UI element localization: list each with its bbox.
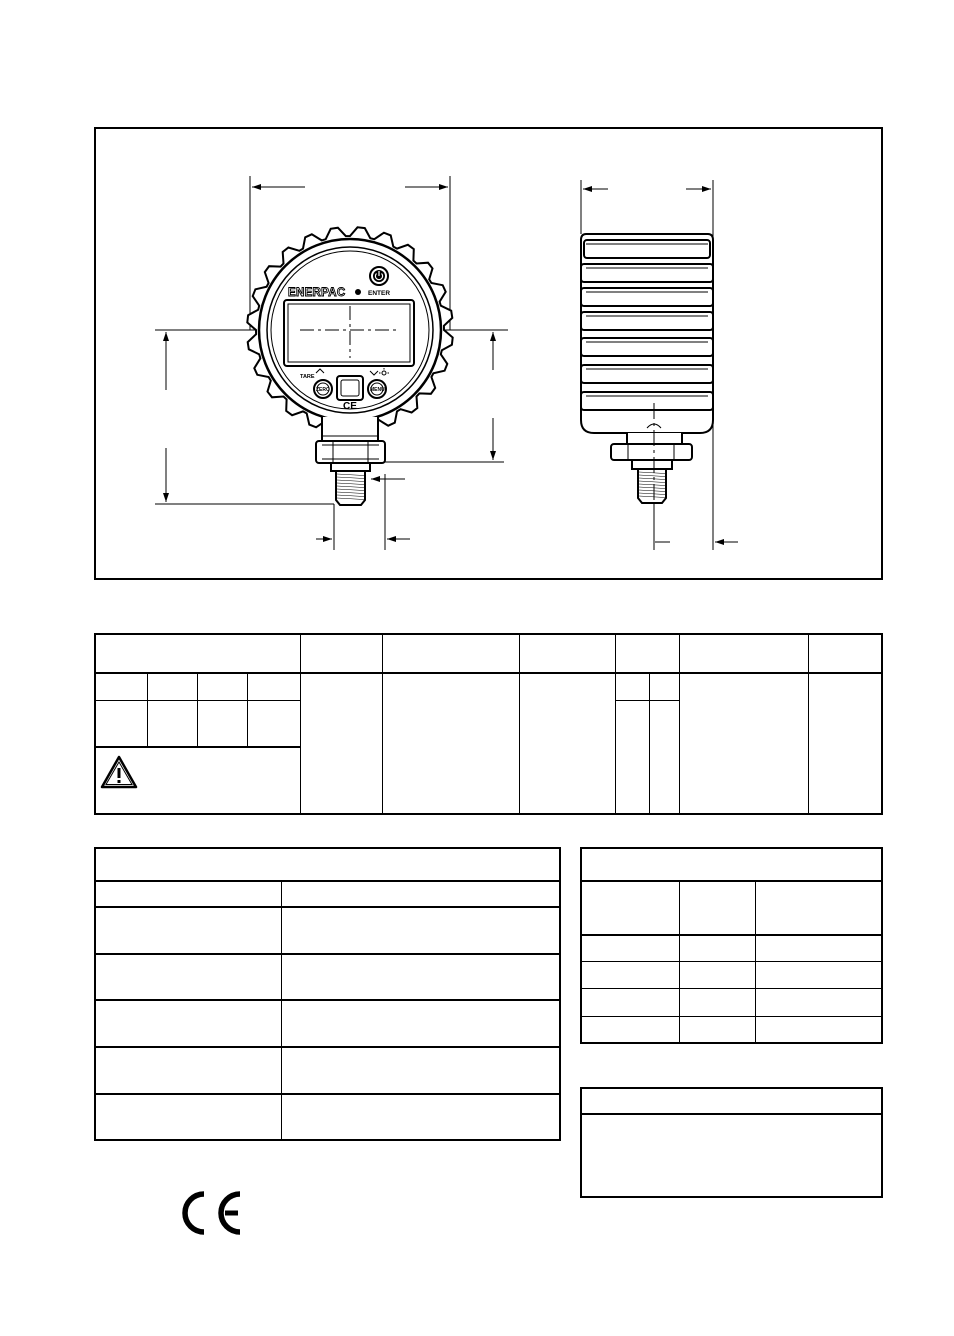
zero-button[interactable] — [314, 380, 332, 398]
svg-text:CE: CE — [180, 1188, 182, 1189]
cooling-fin — [581, 264, 713, 282]
menu-button[interactable] — [368, 380, 386, 398]
power-enter-button[interactable] — [370, 267, 388, 285]
brand-logo: ENERPAC — [288, 287, 346, 299]
cooling-fin — [584, 240, 710, 258]
gauge-side-view — [581, 180, 738, 550]
cooling-fin — [581, 392, 713, 410]
cooling-fin — [581, 288, 713, 306]
spec-table-header-divider — [95, 672, 882, 674]
notes-box — [580, 1087, 883, 1198]
units-table — [580, 847, 883, 1044]
specifications-table — [94, 633, 883, 815]
lcd-display — [284, 300, 414, 366]
ce-mark-gauge: CE — [343, 401, 357, 412]
ce-mark — [180, 1188, 250, 1238]
zero-label: ZERO — [316, 387, 330, 393]
drawing-frame — [94, 127, 883, 580]
tare-label: TARE — [300, 374, 315, 380]
warning-triangle-icon — [100, 755, 138, 789]
technical-drawing — [96, 129, 881, 578]
hex-nut — [316, 441, 385, 463]
cooling-fin — [581, 312, 713, 330]
gauge-front-view — [155, 176, 508, 550]
function-table — [94, 847, 561, 1141]
cooling-fin — [581, 338, 713, 356]
cooling-fin — [581, 365, 713, 383]
menu-label: MENU — [370, 387, 385, 393]
threaded-fitting — [336, 471, 365, 505]
enter-label: ENTER — [368, 290, 391, 297]
